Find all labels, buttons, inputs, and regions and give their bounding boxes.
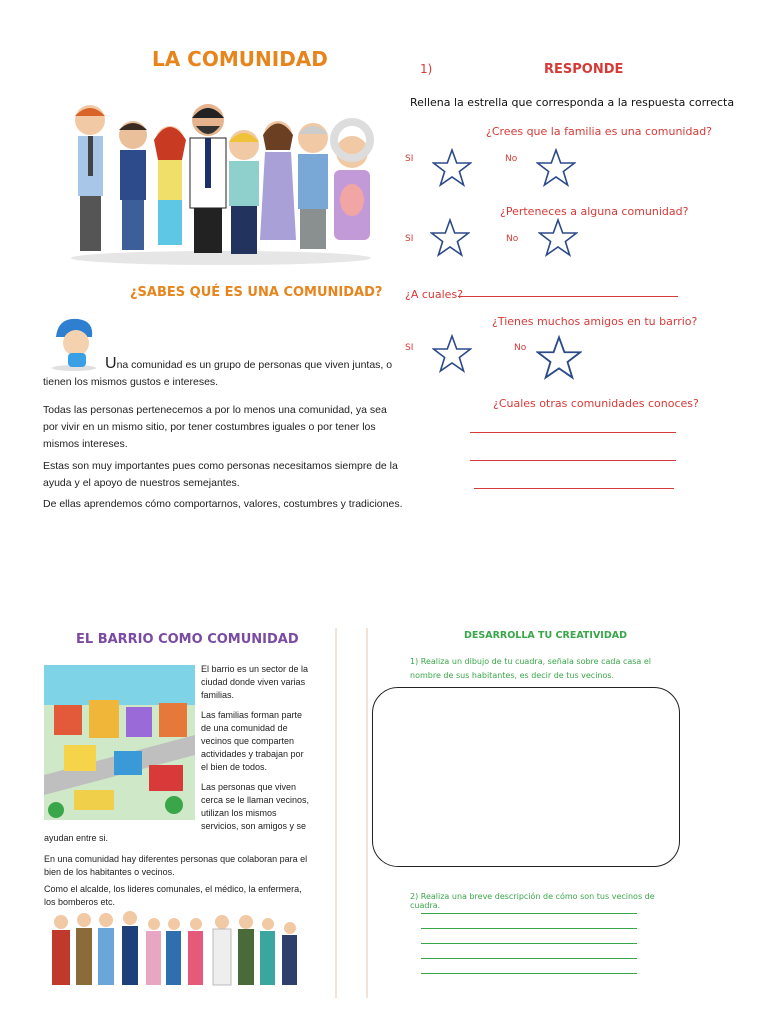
description-line-4[interactable] [421, 958, 637, 959]
q4-no-star[interactable] [536, 332, 582, 384]
person-woman-icon [260, 121, 296, 240]
person-grandma-icon [334, 122, 370, 240]
drawing-box[interactable] [372, 687, 680, 867]
question-2: ¿Perteneces a alguna comunidad? [500, 205, 689, 218]
description-line-5[interactable] [421, 973, 637, 974]
description-line-1[interactable] [421, 913, 637, 914]
q4-no-label: No [514, 343, 527, 353]
q4-si-star[interactable] [432, 334, 472, 374]
q2-si-label: SI [405, 234, 414, 244]
barrio-title: EL BARRIO COMO COMUNIDAD [76, 632, 299, 647]
barrio-paragraph-3: Las personas que viven cerca se le llaman vecinos, utilizan los mismos servicios, son amigos y se [201, 782, 310, 831]
person-boy-glasses-icon [119, 121, 147, 250]
intro-paragraph [43, 355, 393, 391]
person-girl-red-hair-icon [154, 126, 186, 245]
barrio-paragraph-1: El barrio es un sector de la ciudad donde viven varias familias. [201, 664, 309, 700]
paragraph-3: Estas son muy importantes pues como personas necesitamos siempre de la ayuda y el apoyo de nuestros semejantes. [43, 460, 398, 489]
description-line-2[interactable] [421, 928, 637, 929]
description-line-3[interactable] [421, 943, 637, 944]
q2-no-star[interactable] [538, 218, 578, 258]
person-boy-blond-icon [229, 130, 259, 254]
drop-cap: U [105, 355, 117, 372]
barrio-paragraph-4: En una comunidad hay diferentes personas que colaboran para el bien de los habitantes o vecinos. [44, 854, 308, 877]
barrio-paragraph-5: Como el alcalde, los lideres comunales, el médico, la enfermera, los bomberos etc. [44, 884, 302, 907]
person-man-beard-icon [190, 104, 226, 253]
neighborhood-illustration [44, 665, 195, 820]
q3-answer-line[interactable] [458, 296, 678, 297]
activity-instruction: Rellena la estrella que corresponda a la respuesta correcta [410, 96, 735, 109]
question-4: ¿Tienes muchos amigos en tu barrio? [492, 315, 698, 328]
q4-si-label: SI [405, 343, 414, 353]
community-people-illustration [58, 100, 384, 265]
section-subtitle: ¿SABES QUÉ ES UNA COMUNIDAD? [130, 285, 383, 300]
q1-si-label: SI [405, 154, 414, 164]
page-divider-2 [366, 628, 368, 998]
creativity-item-2: 2) Realiza una breve descripción de cómo son tus vecinos de cuadra. [410, 892, 655, 910]
barrio-paragraph-3-end: ayudan entre si. [44, 833, 109, 843]
q1-no-star[interactable] [536, 148, 576, 188]
page-title: LA COMUNIDAD [152, 47, 328, 71]
activity-number: 1) [420, 62, 433, 76]
q1-si-star[interactable] [432, 148, 472, 188]
q5-answer-line-2[interactable] [470, 460, 676, 461]
q2-no-label: No [506, 234, 519, 244]
q2-si-star[interactable] [430, 218, 470, 258]
activity-heading: RESPONDE [544, 62, 624, 77]
person-grandpa-icon [298, 123, 328, 249]
q1-no-label: No [505, 154, 518, 164]
creativity-heading: DESARROLLA TU CREATIVIDAD [464, 630, 627, 641]
question-1: ¿Crees que la familia es una comunidad? [486, 125, 713, 138]
question-3-label: ¿A cuales? [405, 288, 464, 301]
intro-text: na comunidad es un grupo de personas que viven juntas, o tienen los mismos gustos e intereses. [43, 359, 393, 388]
creativity-item-1: 1) Realiza un dibujo de tu cuadra, señala sobre cada casa el nombre de sus habitantes, es decir de tus vecinos. [410, 657, 652, 680]
barrio-paragraph-2: Las familias forman parte de una comunidad de vecinos que comparten actividades y trabajan por el bien de todos. [201, 710, 304, 772]
workers-illustration [46, 910, 302, 990]
q5-answer-line-3[interactable] [474, 488, 674, 489]
page-divider [335, 628, 337, 998]
q5-answer-line-1[interactable] [470, 432, 676, 433]
paragraph-4: De ellas aprendemos cómo comportarnos, valores, costumbres y tradiciones. [43, 498, 403, 510]
question-5: ¿Cuales otras comunidades conoces? [493, 397, 699, 410]
paragraph-2: Todas las personas pertenecemos a por lo menos una comunidad, ya sea por vivir en un mismo sitio, por tener costumbres iguales o por tener los mismos intereses. [43, 404, 387, 450]
person-man-glasses-icon [75, 105, 105, 251]
